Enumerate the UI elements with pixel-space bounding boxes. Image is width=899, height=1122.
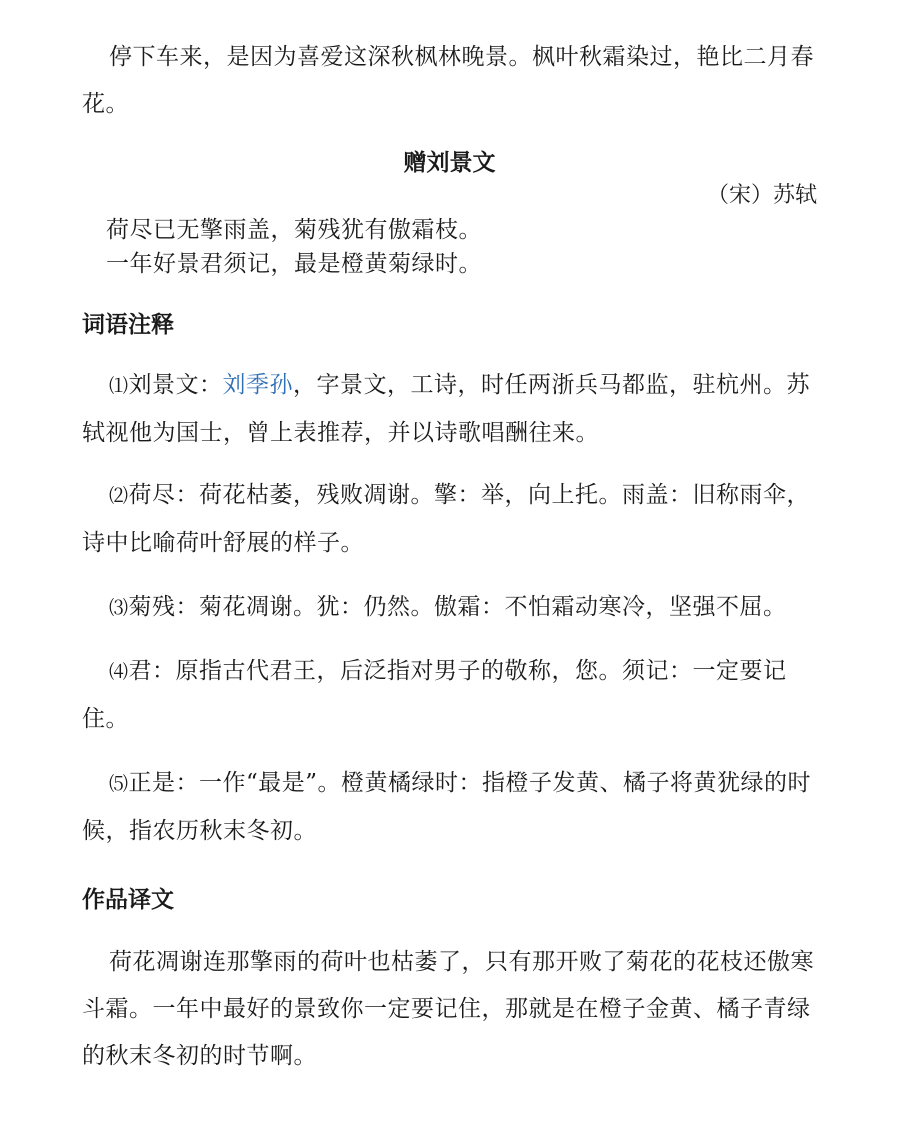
note-text: 君：原指古代君王，后泛指对男子的敬称，您。须记：一定要记住。 [82, 658, 787, 732]
notes-heading: 词语注释 [82, 312, 174, 338]
note-text: ，字景文，工诗，时任两浙兵马都监，驻杭州。苏轼视他为国士，曾上表推荐，并以诗歌唱酬往来。 [82, 372, 811, 446]
poem-line-2: 一年好景君须记，最是橙黄菊绿时。 [106, 251, 482, 277]
note-number: ⑵ [109, 485, 129, 507]
note-number: ⑶ [109, 597, 129, 619]
person-link[interactable]: 刘季孙 [222, 372, 294, 398]
translation-heading: 作品译文 [82, 887, 174, 913]
poem-line-1: 荷尽已无擎雨盖，菊残犹有傲霜枝。 [106, 217, 482, 243]
poem-author: （宋）苏轼 [706, 183, 817, 208]
note-text: 刘景文： [128, 372, 223, 398]
note-number: ⑸ [109, 773, 129, 795]
note-item-4 [82, 648, 817, 743]
intro-paragraph: 停下车来，是因为喜爱这深秋枫林晚景。枫叶秋霜染过，艳比二月春花。 [82, 44, 814, 117]
note-item-3 [82, 584, 817, 632]
note-text: 荷尽：荷花枯萎，残败凋谢。擎：举，向上托。雨盖：旧称雨伞，诗中比喻荷叶舒展的样子。 [82, 482, 811, 556]
translation-paragraph: 荷花凋谢连那擎雨的荷叶也枯萎了，只有那开败了菊花的花枝还傲寒斗霜。一年中最好的景致你一定要记住，那就是在橙子金黄、橘子青绿的秋末冬初的时节啊。 [82, 949, 814, 1069]
note-text: 正是：一作“最是”。橙黄橘绿时：指橙子发黄、橘子将黄犹绿的时候，指农历秋末冬初。 [82, 770, 812, 844]
note-item-1 [82, 362, 817, 457]
note-item-2 [82, 472, 817, 567]
note-number: ⑴ [109, 375, 129, 397]
poem-title: 赠刘景文 [403, 150, 496, 176]
note-number: ⑷ [109, 661, 129, 683]
note-text: 菊残：菊花凋谢。犹：仍然。傲霜：不怕霜动寒冷，坚强不屈。 [128, 594, 787, 620]
note-item-5 [82, 760, 817, 855]
